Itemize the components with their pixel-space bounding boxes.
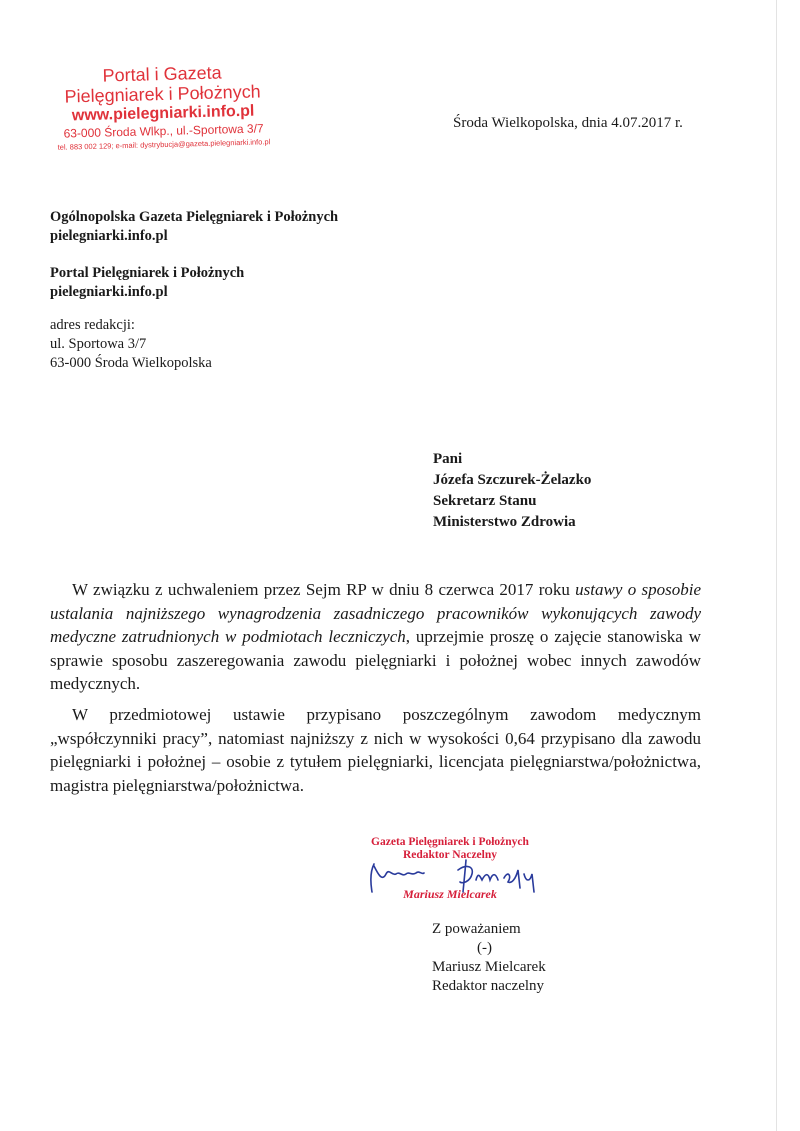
stamp-line-1: Gazeta Pielęgniarek i Położnych [371,836,529,848]
sender-site-portal: pielegniarki.info.pl [50,284,168,300]
recipient-block [433,449,591,533]
letterhead-address: 63-000 Środa Wlkp., ul.-Sportowa 3/7 [63,121,264,141]
scan-edge-line [776,0,777,1131]
p1-text-start: W związku z uchwaleniem przez Sejm RP w dniu 8 czerwca 2017 roku [72,580,576,599]
closing-block [432,920,546,996]
p1-act-title: ustawy o sposobie ustalania najniższego wynagrodzenia zasadniczego pracowników wykonujących zawody medyczne zatrudnionych w podmiotach leczniczych [50,580,701,646]
sender-name-portal: Portal Pielęgniarek i Położnych [50,265,245,281]
sender-name-gazette: Ogólnopolska Gazeta Pielęgniarek i Położnych [50,209,339,225]
body-paragraph-1 [50,578,701,696]
recipient-ministry: Ministerstwo Zdrowia [433,514,576,530]
letterhead-contact: tel. 883 002 129; e-mail: dystrybucja@gazeta.pielegniarki.info.pl [57,137,271,152]
address-label: adres redakcji: [50,317,135,333]
letter-date: Środa Wielkopolska, dnia 4.07.2017 r. [453,115,683,131]
closing-signed-mark: (-) [477,940,492,956]
closing-name: Mariusz Mielcarek [432,959,546,975]
recipient-name: Józefa Szczurek-Żelazko [433,472,592,488]
sender-site-gazette: pielegniarki.info.pl [50,228,168,244]
sender-block [50,208,338,373]
letterhead-stamp [37,61,289,155]
handwritten-signature [362,852,562,902]
address-city: 63-000 Środa Wielkopolska [50,355,212,371]
recipient-title: Sekretarz Stanu [433,493,537,509]
letterhead-title: Portal i Gazeta [102,62,222,86]
stamp-name: Mariusz Mielcarek [403,887,497,901]
letterhead-website: www.pielegniarki.info.pl [71,102,255,125]
letterhead-subtitle: Pielęgniarek i Położnych [64,81,261,107]
closing-regards: Z poważaniem [432,921,521,937]
body-paragraph-2: W przedmiotowej ustawie przypisano poszczególnym zawodom medycznym „współczynniki pracy”, natomiast najniższy z nich w wysokości 0,64 przypisano dla zawodu pielęgniarki i położnej – osobie z tytułem pielęgniarki, licencjata pielęgniarstwa/położnictwa, magistra pielęgniarstwa/położnictwa. [50,705,701,795]
recipient-salutation: Pani [433,451,463,467]
stamp-line-2: Redaktor Naczelny [402,849,497,861]
closing-role: Redaktor naczelny [432,978,545,994]
p1-text-end: , uprzejmie proszę o zajęcie stanowiska w sprawie sposobu zaszeregowania zawodu pielęgniarki i położnej wobec innych zawodów medycznych. [50,627,701,693]
address-street: ul. Sportowa 3/7 [50,336,147,352]
